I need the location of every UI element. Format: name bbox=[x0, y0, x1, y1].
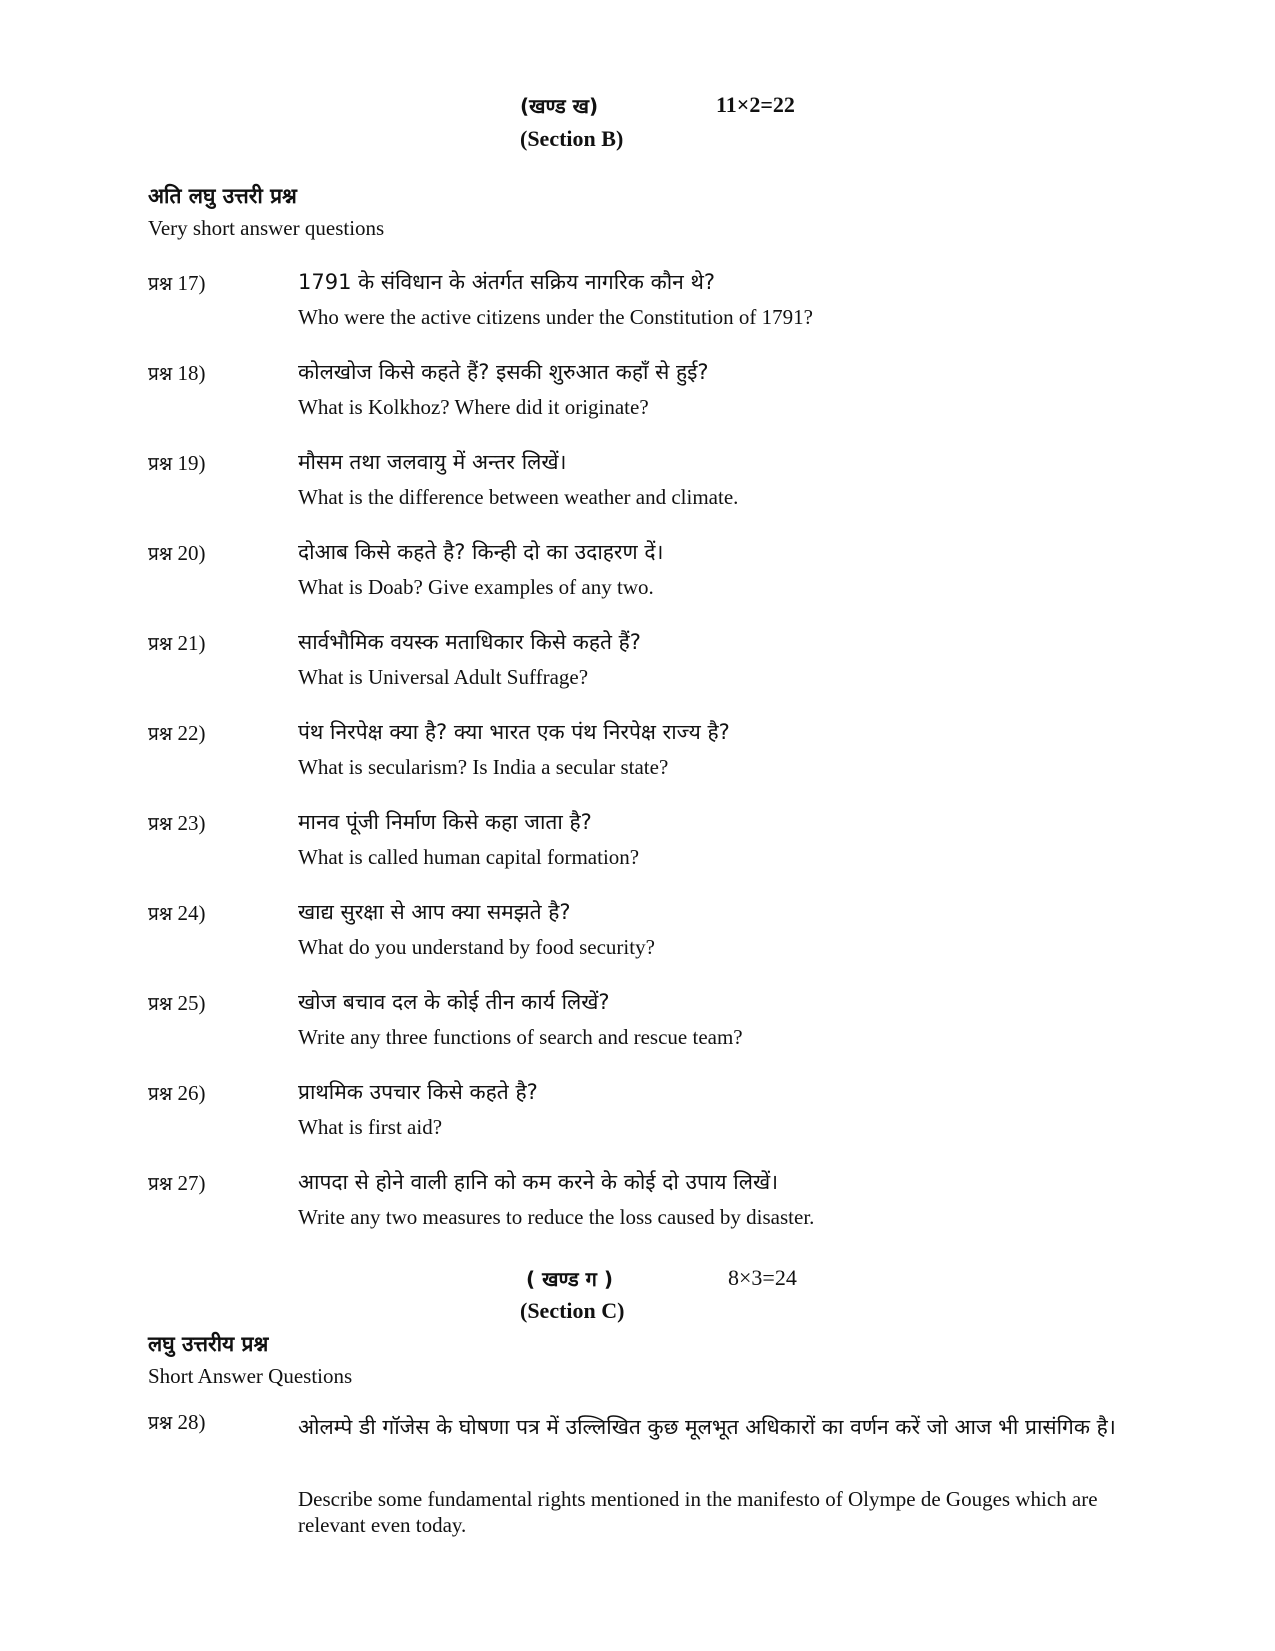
question-text-hindi: 1791 के संविधान के अंतर्गत सक्रिय नागरिक कौन थे? bbox=[298, 270, 716, 294]
category-b-hindi: अति लघु उत्तरी प्रश्न bbox=[148, 184, 297, 208]
question-word: प्रश्न bbox=[148, 993, 173, 1015]
question-word: प्रश्न bbox=[148, 1173, 173, 1195]
question-text-english: Who were the active citizens under the Constitution of 1791? bbox=[298, 305, 813, 329]
question-number-value: 24) bbox=[177, 901, 206, 925]
question-number-value: 26) bbox=[177, 1081, 206, 1105]
question-number-value: 21) bbox=[177, 631, 206, 655]
question-28-hindi: ओलम्पे डी गॉजेस के घोषणा पत्र में उल्लिखित कुछ मूलभूत अधिकारों का वर्णन करें जो आज भी प्रासंगिक है। bbox=[298, 1415, 1116, 1439]
question-word: प्रश्न bbox=[148, 633, 173, 655]
section-b-title-english: (Section B) bbox=[520, 126, 624, 151]
question-number bbox=[148, 540, 206, 566]
category-b-english: Very short answer questions bbox=[148, 216, 385, 240]
category-c-hindi: लघु उत्तरीय प्रश्न bbox=[148, 1332, 269, 1356]
question-word: प्रश्न bbox=[148, 1412, 173, 1434]
section-b-marks: 11×2=22 bbox=[716, 92, 795, 117]
question-number-value: 23) bbox=[177, 811, 206, 835]
question-number bbox=[148, 450, 206, 476]
question-text-english: What is Universal Adult Suffrage? bbox=[298, 665, 589, 689]
question-text-english: What is secularism? Is India a secular state? bbox=[298, 755, 669, 779]
section-c-title-english: (Section C) bbox=[520, 1298, 625, 1323]
question-text-hindi: आपदा से होने वाली हानि को कम करने के कोई दो उपाय लिखें। bbox=[298, 1170, 779, 1194]
question-word: प्रश्न bbox=[148, 453, 173, 475]
question-text-hindi: खाद्य सुरक्षा से आप क्या समझते है? bbox=[298, 900, 571, 924]
question-number bbox=[148, 360, 206, 386]
question-number-value: 27) bbox=[177, 1171, 206, 1195]
question-number bbox=[148, 1170, 206, 1196]
question-word: प्रश्न bbox=[148, 363, 173, 385]
question-number bbox=[148, 630, 206, 656]
question-word: प्रश्न bbox=[148, 723, 173, 745]
section-c-title-hindi: ( खण्ड ग ) bbox=[526, 1267, 613, 1291]
question-text-english: What is Kolkhoz? Where did it originate? bbox=[298, 395, 649, 419]
question-text-english: What is the difference between weather and climate. bbox=[298, 485, 739, 509]
question-word: प्रश्न bbox=[148, 273, 173, 295]
section-c-marks: 8×3=24 bbox=[728, 1265, 797, 1290]
question-number bbox=[148, 1409, 206, 1435]
question-number-value: 18) bbox=[177, 361, 206, 385]
question-text-hindi: सार्वभौमिक वयस्क मताधिकार किसे कहते हैं? bbox=[298, 630, 641, 654]
question-text-hindi: दोआब किसे कहते है? किन्ही दो का उदाहरण दें। bbox=[298, 540, 664, 564]
question-number bbox=[148, 900, 206, 926]
question-number-value: 28) bbox=[177, 1410, 206, 1434]
question-text-english: Write any three functions of search and rescue team? bbox=[298, 1025, 743, 1049]
question-text-hindi: कोलखोज किसे कहते हैं? इसकी शुरुआत कहाँ से हुई? bbox=[298, 360, 709, 384]
question-number bbox=[148, 1080, 206, 1106]
section-b-title-hindi: (खण्ड ख) bbox=[520, 94, 599, 118]
question-text-hindi: खोज बचाव दल के कोई तीन कार्य लिखें? bbox=[298, 990, 610, 1014]
question-word: प्रश्न bbox=[148, 1083, 173, 1105]
category-c-english: Short Answer Questions bbox=[148, 1364, 353, 1388]
question-number bbox=[148, 810, 206, 836]
question-text-english: What is called human capital formation? bbox=[298, 845, 640, 869]
question-text-hindi: प्राथमिक उपचार किसे कहते है? bbox=[298, 1080, 538, 1104]
question-number-value: 17) bbox=[177, 271, 206, 295]
question-word: प्रश्न bbox=[148, 543, 173, 565]
question-text-hindi: पंथ निरपेक्ष क्या है? क्या भारत एक पंथ निरपेक्ष राज्य है? bbox=[298, 720, 730, 744]
question-text-english: What is first aid? bbox=[298, 1115, 443, 1139]
question-number-value: 25) bbox=[177, 991, 206, 1015]
question-number bbox=[148, 270, 206, 296]
question-number bbox=[148, 990, 206, 1016]
question-number-value: 20) bbox=[177, 541, 206, 565]
question-number bbox=[148, 720, 206, 746]
question-number-value: 19) bbox=[177, 451, 206, 475]
question-text-english: What do you understand by food security? bbox=[298, 935, 655, 959]
question-text-hindi: मौसम तथा जलवायु में अन्तर लिखें। bbox=[298, 450, 567, 474]
question-word: प्रश्न bbox=[148, 813, 173, 835]
question-28-english: Describe some fundamental rights mentioned in the manifesto of Olympe de Gouges which are relevant even today. bbox=[298, 1487, 1098, 1537]
question-text-english: Write any two measures to reduce the loss caused by disaster. bbox=[298, 1205, 815, 1229]
question-text-hindi: मानव पूंजी निर्माण किसे कहा जाता है? bbox=[298, 810, 592, 834]
question-word: प्रश्न bbox=[148, 903, 173, 925]
question-text-english: What is Doab? Give examples of any two. bbox=[298, 575, 654, 599]
question-number-value: 22) bbox=[177, 721, 206, 745]
